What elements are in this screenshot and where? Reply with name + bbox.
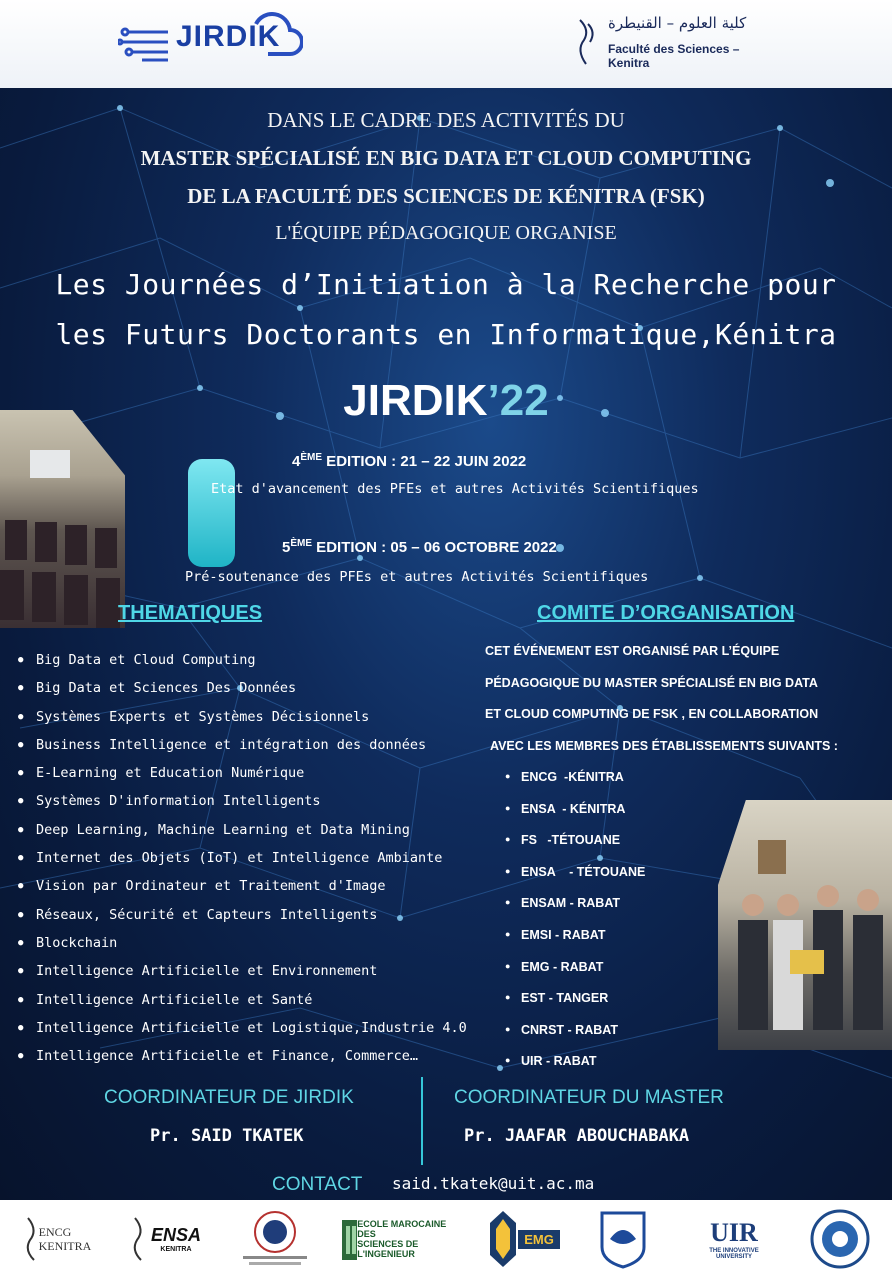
list-item: ● FS -TÉTOUANE [505, 833, 621, 848]
ensa-logo-sub: KENITRA [160, 1246, 192, 1253]
ceremony-photo-image [718, 800, 892, 1050]
bullet-icon: ● [18, 881, 24, 892]
bullet-icon: ● [505, 1023, 511, 1034]
bullet-icon: ● [18, 853, 24, 864]
list-item: ● Vision par Ordinateur et Traitement d'Image [18, 878, 386, 895]
encg-logo-text: ENCG KENITRA [38, 1225, 92, 1253]
bullet-icon: ● [505, 865, 511, 876]
list-item: ● Big Data et Sciences Des Données [18, 680, 297, 697]
ensa-logo-text: ENSA [150, 1225, 201, 1245]
event-name [0, 376, 892, 426]
ceremony-photo [718, 800, 892, 1050]
jirdik-logo-text: JIRDIK [176, 20, 281, 53]
list-item: ● E-Learning et Education Numérique [18, 765, 305, 782]
comite-description [485, 644, 885, 770]
encg-emblem-icon [22, 1214, 39, 1264]
fsk-arabic-name: كلية العلوم – القنيطرة [608, 14, 747, 32]
ensam-logo [225, 1206, 325, 1272]
intro-line-3: DE LA FACULTÉ DES SCIENCES DE KÉNITRA (FSK) [187, 184, 705, 208]
list-item: ● ENSA - KÉNITRA [505, 801, 626, 816]
fsk-french-name: Faculté des Sciences – Kenitra [608, 42, 740, 70]
list-item: ● Intelligence Artificielle et Environnement [18, 963, 378, 980]
uir-logo-text: UIR [710, 1218, 758, 1247]
bullet-icon: ● [18, 711, 24, 722]
list-item: ● EMG - RABAT [505, 959, 604, 974]
comite-line: CET ÉVÉNEMENT EST ORGANISÉ PAR L’ÉQUIPE [485, 644, 780, 658]
emg-logo [470, 1206, 578, 1272]
coordinator-master-label: COORDINATEUR DU MASTER [454, 1087, 724, 1108]
contact-label: CONTACT [272, 1174, 363, 1195]
bullet-icon: ● [18, 739, 24, 750]
event-name-main: JIRDIK [343, 376, 488, 425]
ensa-logo [120, 1206, 210, 1272]
bullet-icon: ● [18, 937, 24, 948]
list-item: ● Blockchain [18, 934, 118, 951]
coordinator-divider [421, 1077, 423, 1165]
bullet-icon: ● [505, 771, 511, 781]
bullet-icon: ● [18, 683, 24, 694]
intro-line-2: MASTER SPÉCIALISÉ EN BIG DATA ET CLOUD COMPUTING [140, 146, 752, 170]
fsk-emblem-icon [572, 16, 602, 68]
event-title-line-2: les Futurs Doctorants en Informatique,Kénitra [55, 318, 837, 351]
cnrst-logo [805, 1206, 875, 1272]
coordinator-master-name: Pr. JAAFAR ABOUCHABAKA [464, 1126, 690, 1146]
list-item: ● ENSAM - RABAT [505, 896, 621, 911]
emg-emblem-icon [488, 1209, 518, 1269]
list-item: ● Internet des Objets (IoT) et Intelligence Ambiante [18, 850, 443, 867]
contact-email[interactable]: said.tkatek@uit.ac.ma [392, 1174, 595, 1193]
header-band [0, 0, 892, 88]
list-item: ● Intelligence Artificielle et Logistique,Industrie 4.0 [18, 1019, 467, 1036]
thematiques-title: THEMATIQUES [118, 602, 263, 624]
emg-logo-text: EMG [518, 1230, 560, 1249]
ensa-emblem-icon [129, 1214, 151, 1264]
bullet-icon: ● [18, 1022, 24, 1033]
edition-5-subtitle: Pré-soutenance des PFEs et autres Activités Scientifiques [185, 569, 649, 585]
list-item: ● ENCG -KÉNITRA [505, 770, 624, 784]
member-institutions-list [505, 770, 645, 1086]
edition-accent-bar [188, 459, 235, 567]
uir-logo-sub: THE INNOVATIVE UNIVERSITY [709, 1248, 759, 1260]
event-name-year: ’22 [487, 376, 549, 425]
ensam-emblem-icon [235, 1208, 315, 1270]
coordinator-jirdik-label: COORDINATEUR DE JIRDIK [104, 1087, 354, 1108]
bullet-icon: ● [505, 1055, 511, 1066]
list-item: ● Big Data et Cloud Computing [18, 652, 256, 668]
intro-line-4: L'ÉQUIPE PÉDAGOGIQUE ORGANISE [275, 222, 617, 244]
bullet-icon: ● [505, 992, 511, 1003]
cnrst-emblem-icon [809, 1208, 871, 1270]
bullet-icon: ● [505, 960, 511, 971]
emsi-logo [340, 1206, 452, 1272]
list-item: ● UIR - RABAT [505, 1054, 597, 1069]
comite-line: AVEC LES MEMBRES DES ÉTABLISSEMENTS SUIVANTS : [490, 738, 838, 753]
comite-line: PÉDAGOGIQUE DU MASTER SPÉCIALISÉ EN BIG DATA [485, 675, 818, 690]
edition-4-subtitle: Etat d'avancement des PFEs et autres Activités Scientifiques [211, 481, 699, 497]
emsi-logo-line-2: SCIENCES DE L'INGENIEUR [357, 1239, 419, 1259]
list-item: ● CNRST - RABAT [505, 1022, 618, 1037]
uir-logo [700, 1206, 768, 1272]
coordinator-jirdik-name: Pr. SAID TKATEK [150, 1126, 304, 1146]
bullet-icon: ● [18, 909, 24, 920]
emsi-emblem-icon [340, 1214, 357, 1264]
edition-4: 4ÈME EDITION : 21 – 22 JUIN 2022 [292, 452, 527, 470]
list-item: ● Systèmes Experts et Systèmes Décisionnels [18, 708, 370, 725]
comite-title: COMITE D’ORGANISATION [537, 602, 795, 624]
bullet-icon: ● [18, 966, 24, 977]
list-item: ● Business Intelligence et intégration des données [18, 736, 427, 753]
uit-logo [595, 1206, 651, 1272]
list-item: ● Intelligence Artificielle et Santé [18, 991, 313, 1008]
list-item: ● Intelligence Artificielle et Finance, Commerce… [18, 1048, 419, 1065]
bullet-icon: ● [18, 824, 24, 835]
encg-logo [22, 1206, 112, 1272]
event-title-line-1: Les Journées d’Initiation à la Recherche pour [55, 268, 837, 301]
bullet-icon: ● [18, 796, 24, 807]
list-item: ● Systèmes D'information Intelligents [18, 793, 321, 810]
bullet-icon: ● [505, 802, 511, 813]
list-item: ● ENSA - TÉTOUANE [505, 864, 646, 879]
fsk-logo [572, 10, 772, 72]
bullet-icon: ● [18, 655, 24, 665]
uit-emblem-icon [596, 1209, 650, 1269]
list-item: ● EST - TANGER [505, 991, 609, 1006]
intro-line-1: DANS LE CADRE DES ACTIVITÉS DU [267, 108, 625, 132]
bullet-icon: ● [505, 928, 511, 939]
comite-line: ET CLOUD COMPUTING DE FSK , EN COLLABORATION [485, 707, 819, 721]
emsi-logo-line-1: ECOLE MAROCAINE DES [357, 1219, 447, 1239]
bullet-icon: ● [18, 994, 24, 1005]
bullet-icon: ● [505, 897, 511, 908]
list-item: ● Deep Learning, Machine Learning et Data Mining [18, 821, 410, 838]
bullet-icon: ● [505, 834, 511, 845]
list-item: ● Réseaux, Sécurité et Capteurs Intelligents [18, 906, 378, 923]
thematiques-list [18, 652, 488, 1076]
jirdik-logo [118, 10, 303, 68]
list-item: ● EMSI - RABAT [505, 927, 606, 942]
bullet-icon: ● [18, 768, 24, 779]
partner-logos-footer [0, 1200, 892, 1280]
bullet-icon: ● [18, 1051, 24, 1062]
edition-5: 5ÈME EDITION : 05 – 06 OCTOBRE 2022 [282, 538, 557, 556]
